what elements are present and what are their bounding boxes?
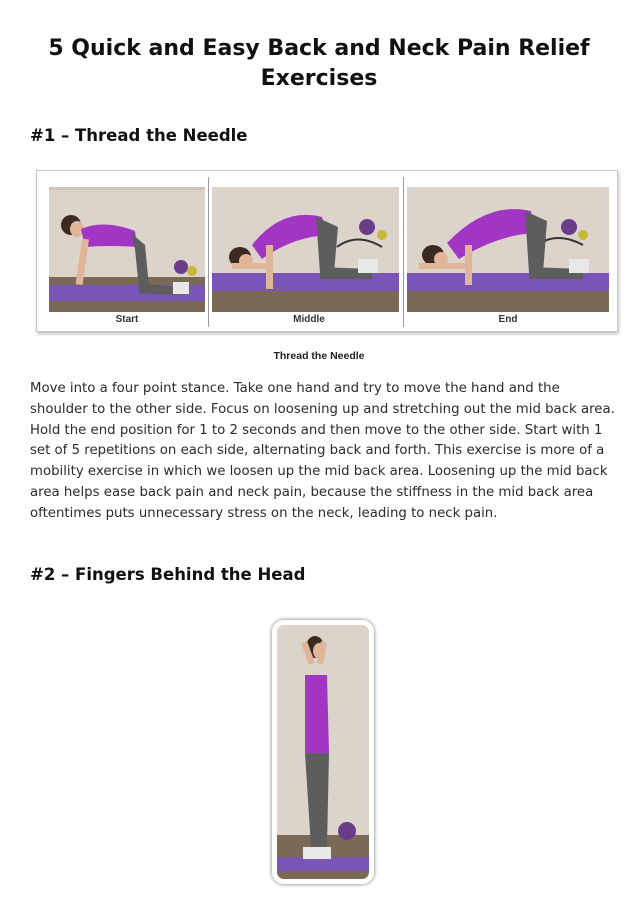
exercise-1-heading: #1 – Thread the Needle bbox=[30, 126, 248, 145]
thread-the-needle-figure bbox=[36, 170, 618, 332]
exercise-1-description: Move into a four point stance. Take one hand and try to move the hand and the shoulder to the other side. Focus on loosening up and stretching out the mid back area. Hold the end position for 1 to 2 seconds and then move to the other side. Start with 1 set of 5 repetitions on each side, alternating back and forth. This exercise is more of a mobility exercise in which we loosen up the mid back area. Loosening up the mid back area helps ease back pain and neck pain, because the stiffness in the mid back area oftentimes puts unnecessary stress on the neck, leading to neck pain. bbox=[30, 381, 615, 521]
page-title: 5 Quick and Easy Back and Neck Pain Relief Exercises bbox=[48, 36, 590, 91]
fingers-behind-head-photo bbox=[272, 620, 374, 884]
middle-label: Middle bbox=[293, 314, 325, 325]
figure-caption: Thread the Needle bbox=[273, 350, 365, 362]
middle-photo bbox=[212, 187, 399, 312]
exercise-2-heading: #2 – Fingers Behind the Head bbox=[30, 565, 306, 584]
start-photo bbox=[49, 187, 205, 312]
end-photo bbox=[407, 187, 609, 312]
end-label: End bbox=[498, 314, 518, 325]
start-label: Start bbox=[115, 314, 139, 325]
